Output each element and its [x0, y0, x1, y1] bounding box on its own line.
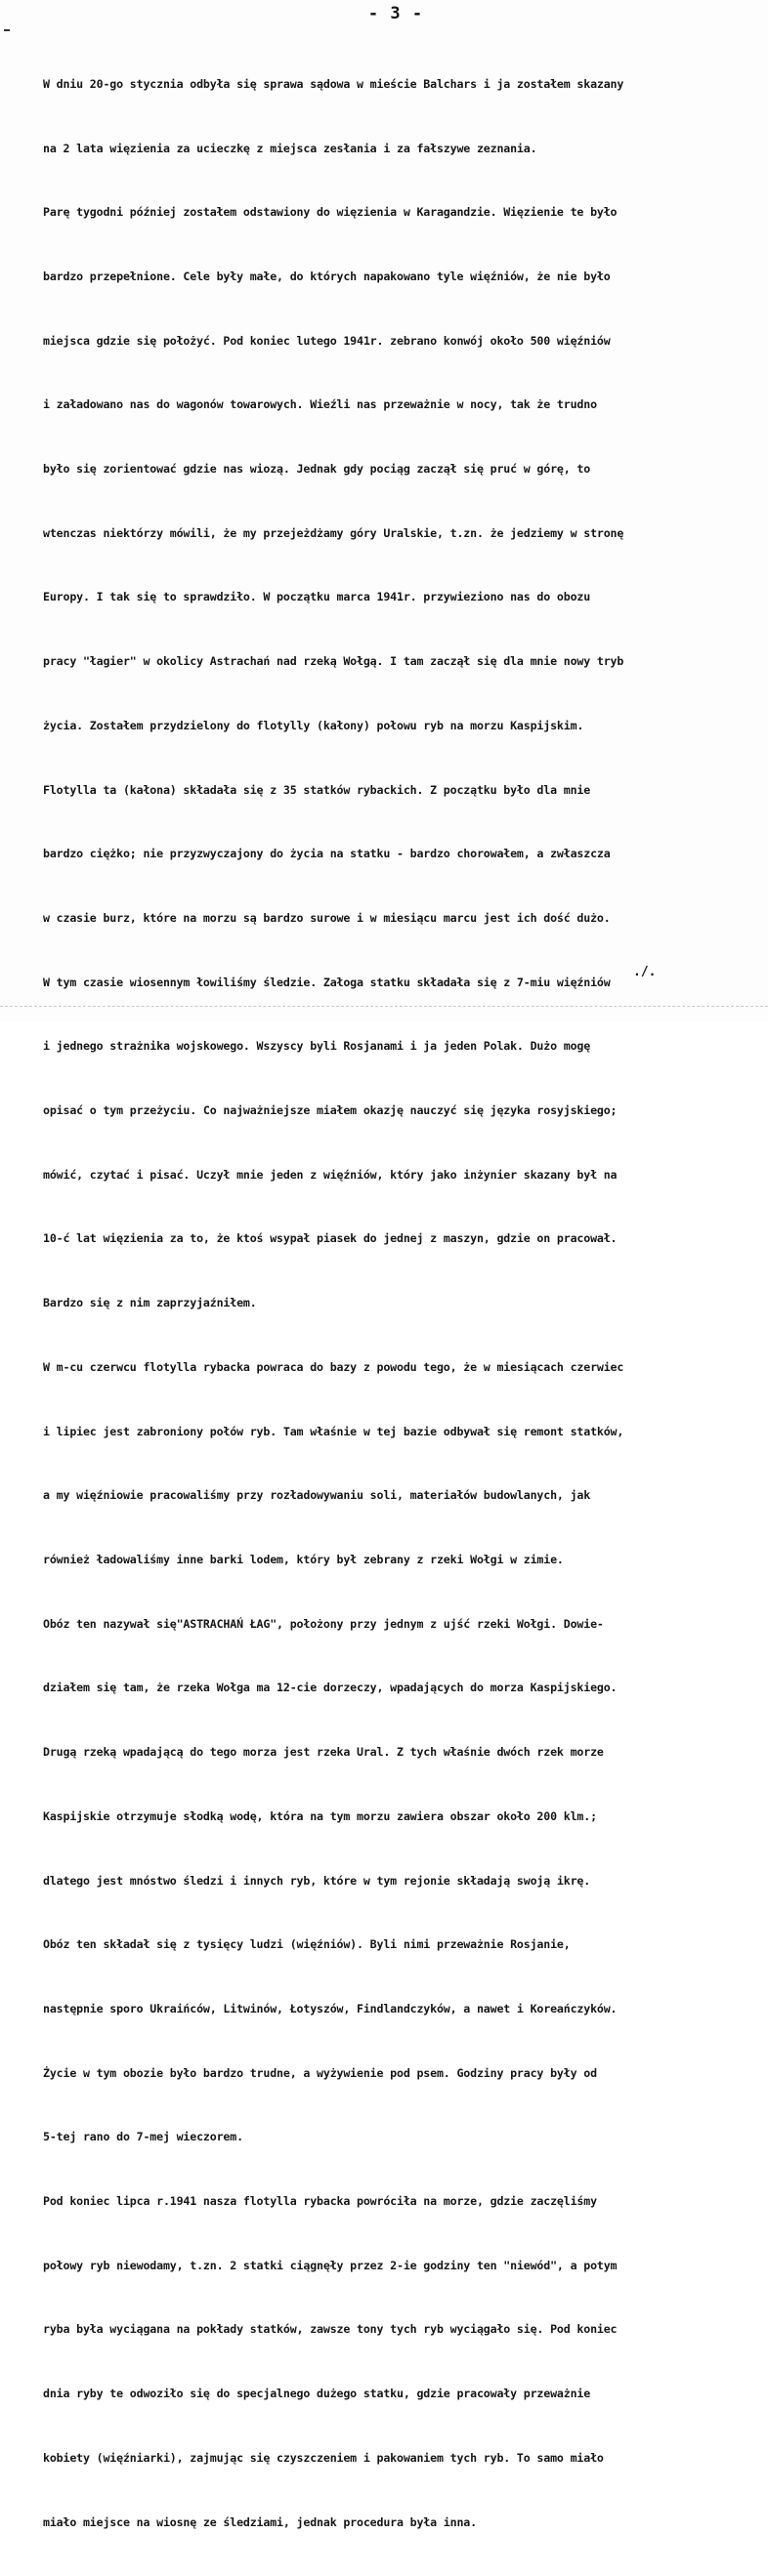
text-line: opisać o tym przeżyciu. Co najważniejsze miałem okazję nauczyć się języka rosyjskiego; [43, 1103, 618, 1118]
text-line: bardzo przepełnione. Cele były małe, do których napakowano tyle więźniów, że nie było [43, 269, 611, 283]
text-line: Pod koniec lipca r.1941 nasza flotylla rybacka powróciła na morze, gdzie zaczęliśmy [43, 2194, 597, 2209]
text-line: również ładowaliśmy inne barki lodem, który był zebrany z rzeki Wołgi w zimie. [43, 1552, 564, 1566]
text-line: Drugą rzeką wpadającą do tego morza jest rzeka Ural. Z tych właśnie dwóch rzek morze [43, 1745, 604, 1760]
text-line: miejsca gdzie się położyć. Pod koniec lutego 1941r. zebrano konwój około 500 więźniów [43, 333, 611, 348]
page-number: - 3 - [367, 4, 424, 23]
text-line: Parę tygodni później zostałem odstawiony do więzienia w Karagandzie. Więzienie te było [43, 205, 618, 220]
text-line: i załadowano nas do wagonów towarowych. Wieźli nas przeważnie w nocy, tak że trudno [43, 397, 597, 412]
text-line: kobiety (więźniarki), zajmując się czyszczeniem i pakowaniem tych ryb. To samo miało [43, 2450, 604, 2465]
text-line: następnie sporo Ukraińców, Litwinów, Łotyszów, Findlandczyków, a nawet i Koreańczyków. [43, 2001, 618, 2015]
text-line: dlatego jest mnóstwo śledzi i innych ryb, które w tym rejonie składają swoją ikrę. [43, 1873, 591, 1888]
text-line: w czasie burz, które na morzu są bardzo surowe i w miesiącu marcu jest ich dość dużo. [43, 910, 611, 925]
text-line: mówić, czytać i pisać. Uczył mnie jeden z więźniów, który jako inżynier skazany był na [43, 1167, 618, 1182]
text-line: Obóz ten składał się z tysięcy ludzi (więźniów). Byli nimi przeważnie Rosjanie, [43, 1937, 571, 1952]
text-line: a my więźniowie pracowaliśmy przy rozładowywaniu soli, materiałów budowlanych, jak [43, 1488, 591, 1503]
stray-ink-mark [4, 29, 10, 31]
text-line: Życie w tym obozie było bardzo trudne, a wyżywienie pod psem. Godziny pracy były od [43, 2065, 597, 2080]
text-line: ryba była wyciągana na pokłady statków, zawsze tony tych ryb wyciągało się. Pod koniec [43, 2322, 618, 2337]
page-bottom-edge [0, 1006, 768, 1007]
text-line: W dniu 20-go stycznia odbyła się sprawa sądowa w mieście Balchars i ja zostałem skazany [43, 76, 624, 91]
text-line: miało miejsce na wiosnę ze śledziami, jednak procedura była inna. [43, 2514, 477, 2529]
text-line: Kaspijskie otrzymuje słodką wodę, która na tym morzu zawiera obszar około 200 klm.; [43, 1808, 597, 1823]
text-line: Bardzo się z nim zaprzyjaźniłem. [43, 1296, 257, 1310]
text-line: 10-ć lat więzienia za to, że ktoś wsypał piasek do jednej z maszyn, gdzie on pracował. [43, 1231, 618, 1246]
text-line: W m-cu czerwcu flotylla rybacka powraca do bazy z powodu tego, że w miesiącach czerwiec [43, 1359, 624, 1374]
text-line: i jednego strażnika wojskowego. Wszyscy byli Rosjanami i ja jeden Polak. Dużo mogę [43, 1039, 591, 1054]
text-line: Flotylla ta (kałona) składała się z 35 statków rybackich. Z początku było dla mnie [43, 782, 591, 797]
text-line: i lipiec jest zabroniony połów ryb. Tam właśnie w tej bazie odbywał się remont statków, [43, 1424, 624, 1438]
text-line: działem się tam, że rzeka Wołga ma 12-cie dorzeczy, wpadających do morza Kaspijskiego. [43, 1681, 618, 1695]
text-line: Obóz ten nazywał się"ASTRACHAŃ ŁAG", położony przy jednym z ujść rzeki Wołgi. Dowie- [43, 1616, 604, 1631]
text-line: W tym czasie wiosennym łowiliśmy śledzie. Załoga statku składała się z 7-miu więźniów [43, 975, 611, 989]
text-line: było się zorientować gdzie nas wiozą. Jednak gdy pociąg zaczął się pruć w górę, to [43, 462, 591, 477]
text-line: połowy ryb niewodamy, t.zn. 2 statki ciągnęły przez 2-ie godziny ten "niewód", a potym [43, 2258, 618, 2272]
text-line: dnia ryby te odwoziło się do specjalnego dużego statku, gdzie pracowały przeważnie [43, 2387, 591, 2401]
text-line: Europy. I tak się to sprawdziło. W początku marca 1941r. przywieziono nas do obozu [43, 590, 591, 604]
text-line: pracy "łagier" w okolicy Astrachań nad rzeką Wołgą. I tam zaczął się dla mnie nowy tryb [43, 654, 624, 669]
text-line: życia. Zostałem przydzielony do flotylly (kałony) połowu ryb na morzu Kaspijskim. [43, 718, 584, 732]
text-line: wtenczas niektórzy mówili, że my przejeżdżamy góry Uralskie, t.zn. że jedziemy w stronę [43, 525, 624, 540]
text-line: bardzo ciężko; nie przyzwyczajony do życia na statku - bardzo chorowałem, a zwłaszcza [43, 847, 611, 861]
text-line: na 2 lata więzienia za ucieczkę z miejsca zesłania i za fałszywe zeznania. [43, 141, 537, 155]
typewritten-body [43, 31, 766, 2576]
text-line: 5-tej rano do 7-mej wieczorem. [43, 2130, 243, 2144]
closing-mark: ./. [633, 965, 657, 979]
